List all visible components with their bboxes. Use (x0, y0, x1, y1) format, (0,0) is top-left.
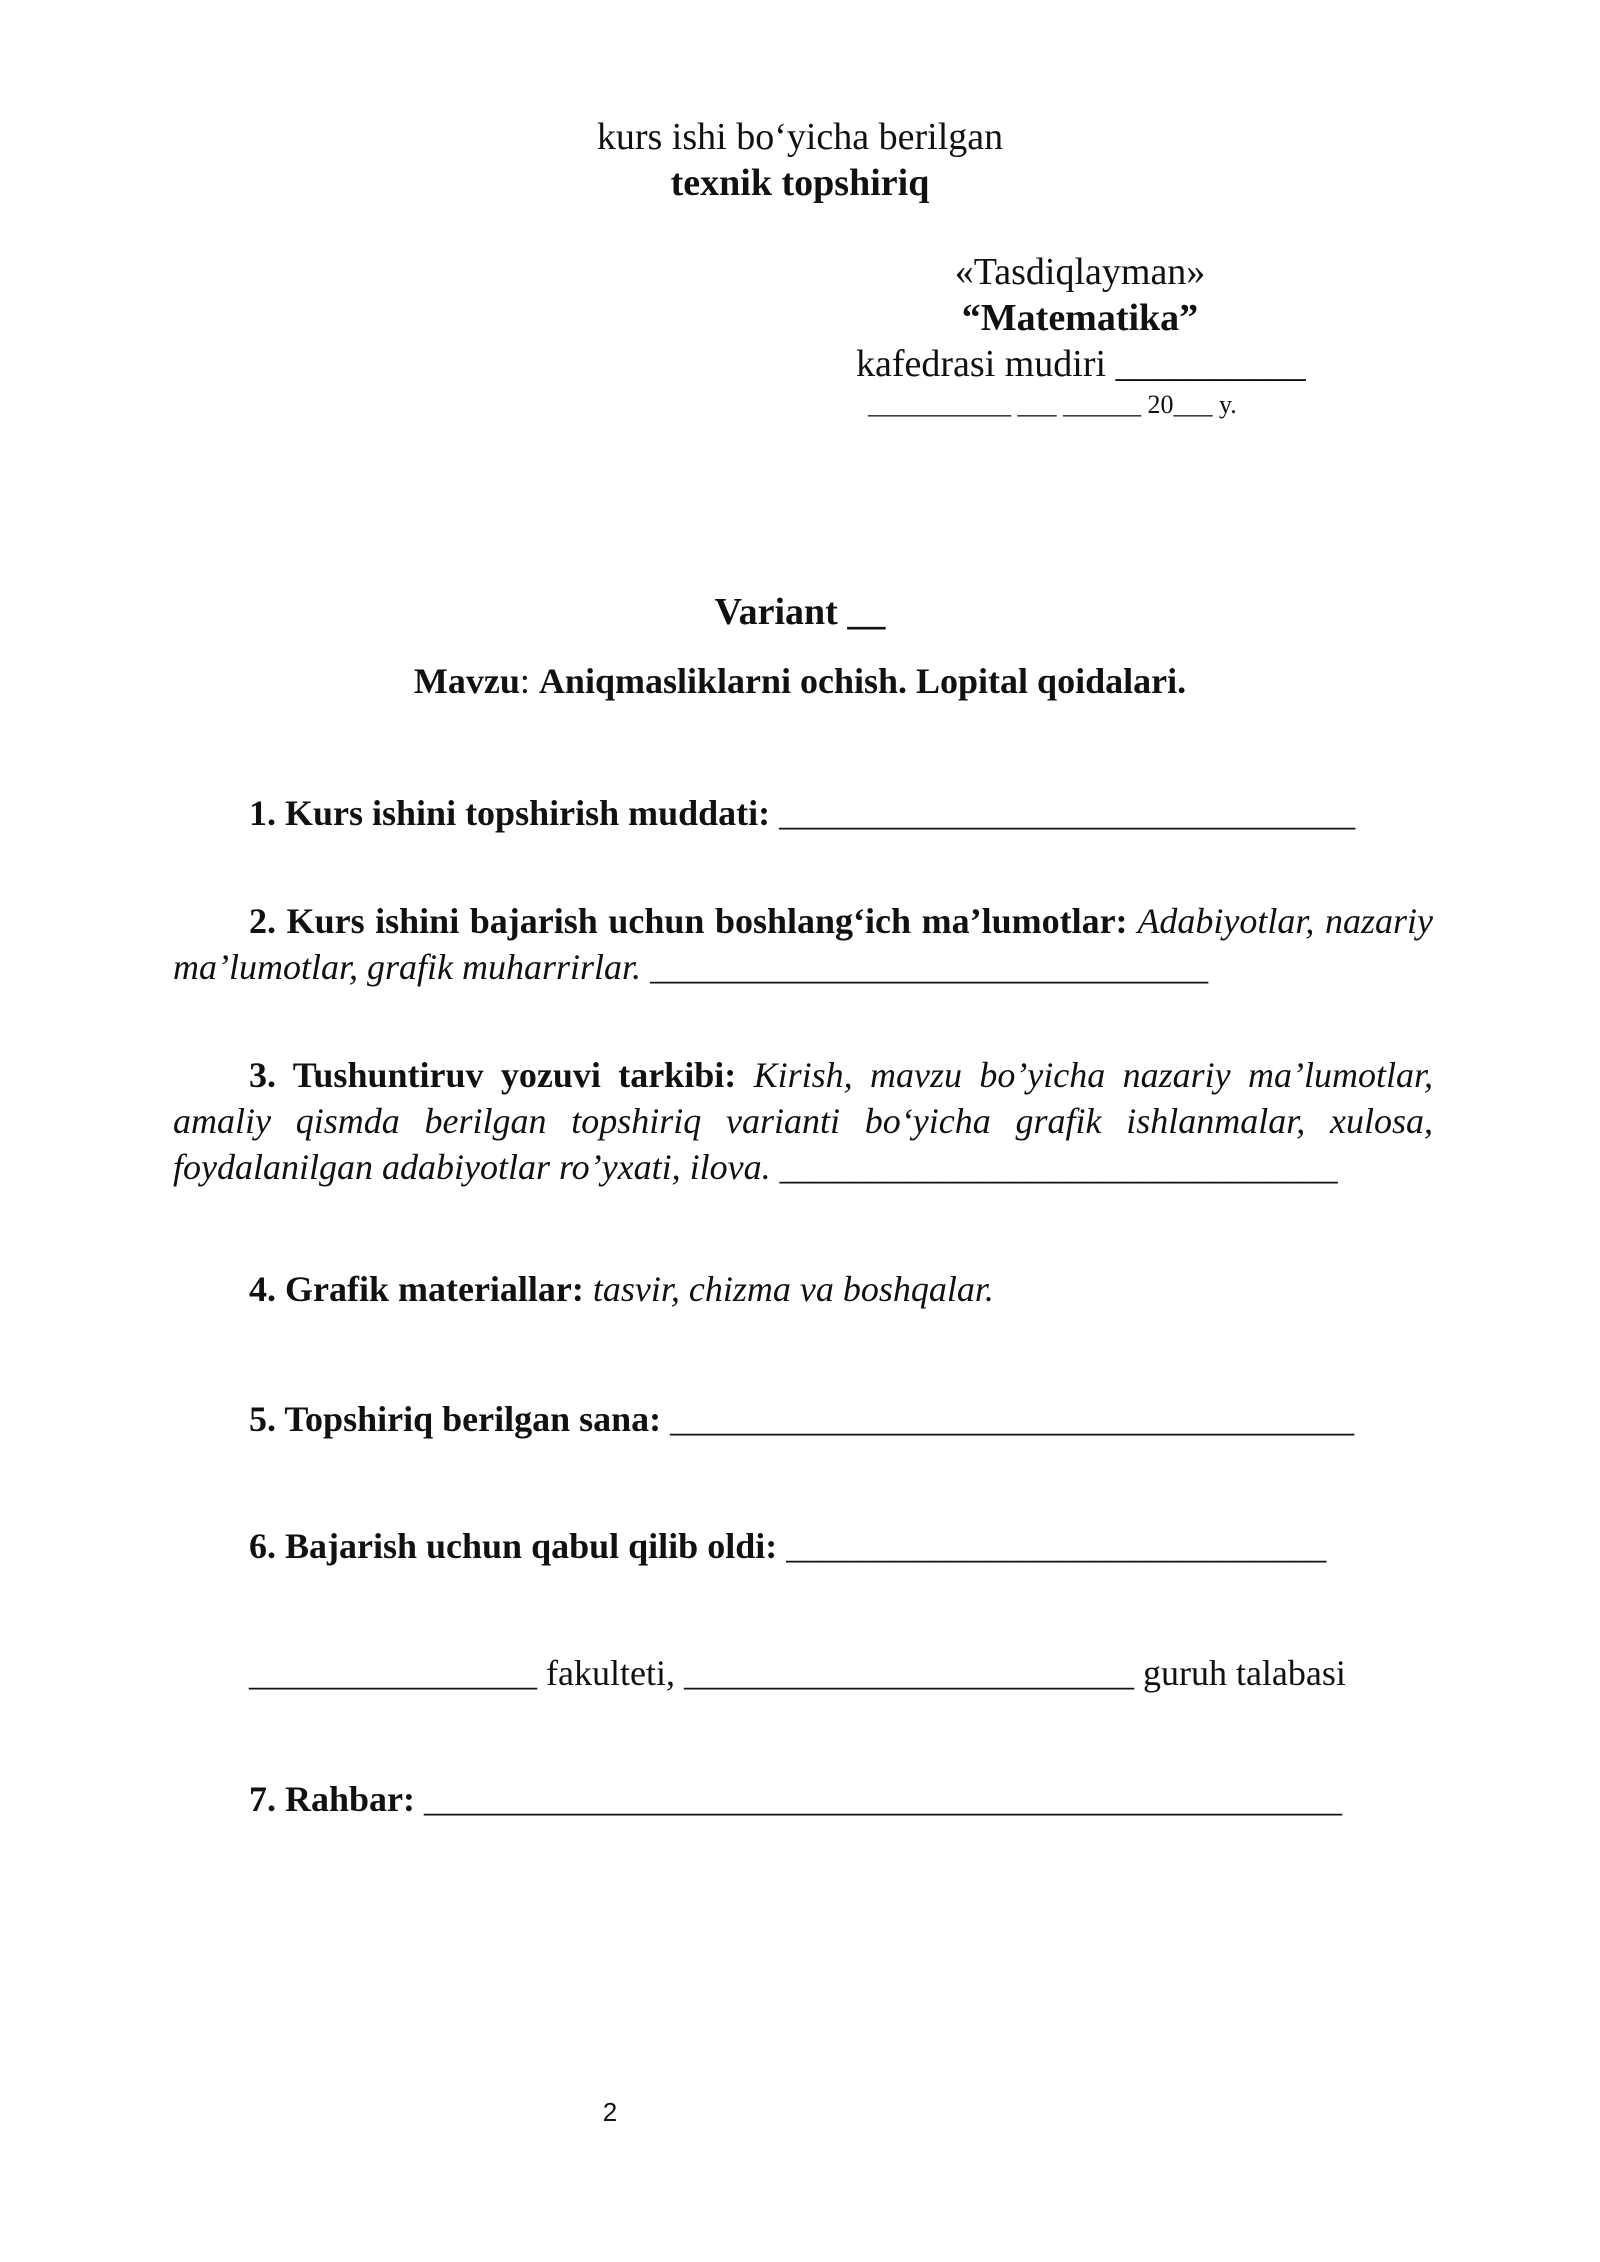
item-2 (173, 898, 1433, 990)
header-line-1: kurs ishi bo‘yicha berilgan (596, 116, 1004, 158)
approval-department: “Matematika” (961, 297, 1199, 339)
approval-head-signature: kafedrasi mudiri __________ (856, 343, 1306, 385)
item-6-blank: ______________________________ (777, 1526, 1327, 1566)
item-2-blank: _______________________________ (641, 947, 1209, 987)
item-3-text: Kirish, mavzu bo’yicha nazariy ma’lumotlar, amaliy qismda berilgan topshiriq varianti bo‘yicha grafik ishlanmalar, xulosa, foydalanilgan adabiyotlar ro’yxati, ilova. (173, 1055, 1433, 1187)
item-4-text: tasvir, chizma va boshqalar. (583, 1269, 994, 1309)
approval-word: «Tasdiqlayman» (954, 251, 1206, 293)
item-5-label: 5. Topshiriq berilgan sana: (249, 1399, 662, 1439)
item-4-label: 4. Grafik materiallar: (249, 1269, 584, 1309)
item-1-blank: ________________________________ (770, 793, 1356, 833)
item-3 (173, 1052, 1433, 1190)
item-7 (249, 1776, 1449, 1822)
item-5 (249, 1396, 1449, 1442)
item-6-label: 6. Bajarish uchun qabul qilib oldi: (249, 1526, 778, 1566)
item-6 (249, 1523, 1449, 1569)
topic-line (0, 656, 1600, 706)
student-line: ________________ fakulteti, _________________________ guruh talabasi (249, 1653, 1346, 1693)
item-7-label: 7. Rahbar: (249, 1779, 416, 1819)
topic-label: Mavzu (413, 661, 520, 701)
item-2-text: Adabiyotlar, nazariy ma’lumotlar, grafik muharrirlar. (173, 901, 1433, 987)
page-number: 2 (602, 2097, 618, 2127)
item-3-label: 3. Tushuntiruv yozuvi tarkibi: (249, 1055, 737, 1095)
topic-text: Aniqmasliklarni ochish. Lopital qoidalari. (538, 661, 1187, 701)
approval-date-line: ___________ ___ ______ 20___ y. (868, 390, 1237, 419)
item-3-blank: _______________________________ (770, 1147, 1338, 1187)
item-7-blank: ___________________________________________________ (415, 1779, 1343, 1819)
item-2-label: 2. Kurs ishini bajarish uchun boshlang‘ich ma’lumotlar: (249, 901, 1128, 941)
item-4 (249, 1266, 1449, 1312)
variant-title: Variant __ (714, 591, 886, 633)
item-1-label: 1. Kurs ishini topshirish muddati: (249, 793, 771, 833)
item-5-blank: ______________________________________ (661, 1399, 1355, 1439)
item-1 (249, 790, 1449, 836)
header-title: texnik topshiriq (670, 162, 930, 204)
topic-separator: : (519, 661, 539, 701)
